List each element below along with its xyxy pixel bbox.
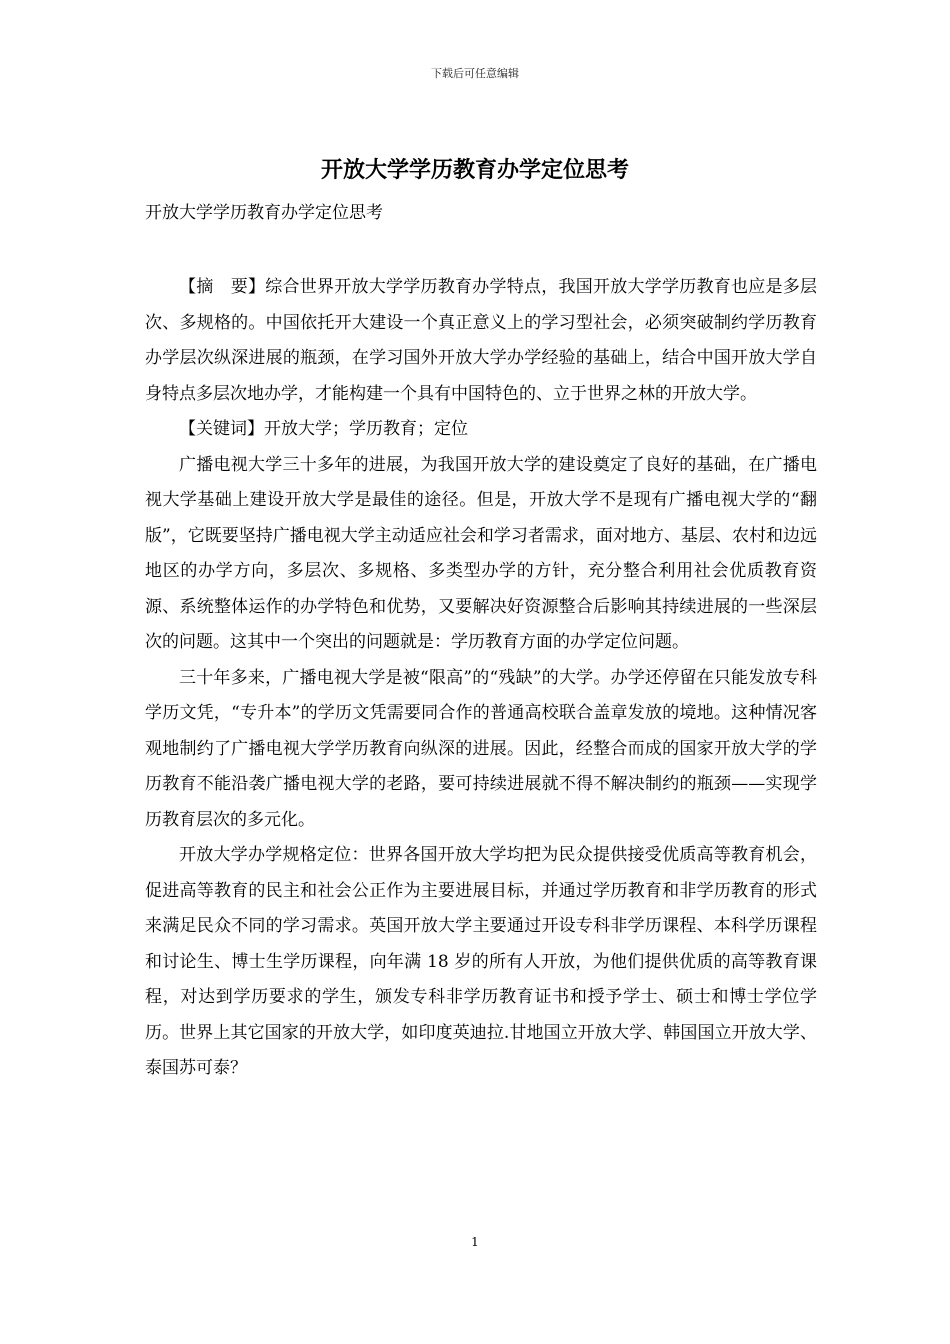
document-subtitle: 开放大学学历教育办学定位思考 [145, 203, 383, 223]
document-title: 开放大学学历教育办学定位思考 [320, 157, 629, 183]
header-note: 下载后可任意编辑 [431, 67, 519, 80]
abstract-paragraph: 【摘 要】综合世界开放大学学历教育办学特点，我国开放大学学历教育也应是多层次、多规格的。中国依托开大建设一个真正意义上的学习型社会，必须突破制约学历教育办学层次纵深进展的瓶颈，在学习国外开放大学办学经验的基础上，结合中国开放大学自身特点多层次地办学，才能构建一个具有中国特色的、立于世界之林的开放大学。 [145, 277, 817, 404]
body-paragraph: 广播电视大学三十多年的进展，为我国开放大学的建设奠定了良好的基础，在广播电视大学基础上建设开放大学是最佳的途径。但是，开放大学不是现有广播电视大学的“翻版”，它既要坚持广播电视大学主动适应社会和学习者需求，面对地方、基层、农村和边远地区的办学方向，多层次、多规格、多类型办学的方针，充分整合利用社会优质教育资源、系统整体运作的办学特色和优势，又要解决好资源整合后影响其持续进展的一些深层次的问题。这其中一个突出的问题就是：学历教育方面的办学定位问题。 [145, 454, 817, 652]
keywords-paragraph: 【关键词】开放大学；学历教育；定位 [179, 419, 468, 439]
page-number: 1 [471, 1235, 479, 1249]
body-paragraph: 开放大学办学规格定位：世界各国开放大学均把为民众提供接受优质高等教育机会，促进高等教育的民主和社会公正作为主要进展目标，并通过学历教育和非学历教育的形式来满足民众不同的学习需求。英国开放大学主要通过开设专科非学历课程、本科学历课程和讨论生、博士生学历课程，向年满 18 岁的所有人开放，为他们提供优质的高等教育课程，对达到学历要求的学生，颁发专科非学历教育证书和授予学士、硕士和博士学位学历。世界上其它国家的开放大学，如印度英迪拉.甘地国立开放大学、韩国国立开放大学、泰国苏可泰？ [145, 845, 817, 1078]
document-body [145, 270, 817, 1087]
body-paragraph: 三十年多来，广播电视大学是被“限高”的“残缺”的大学。办学还停留在只能发放专科学历文凭，“专升本”的学历文凭需要同合作的普通高校联合盖章发放的境地。这种情况客观地制约了广播电视大学学历教育向纵深的进展。因此，经整合而成的国家开放大学的学历教育不能沿袭广播电视大学的老路，要可持续进展就不得不解决制约的瓶颈——实现学历教育层次的多元化。 [145, 667, 817, 830]
